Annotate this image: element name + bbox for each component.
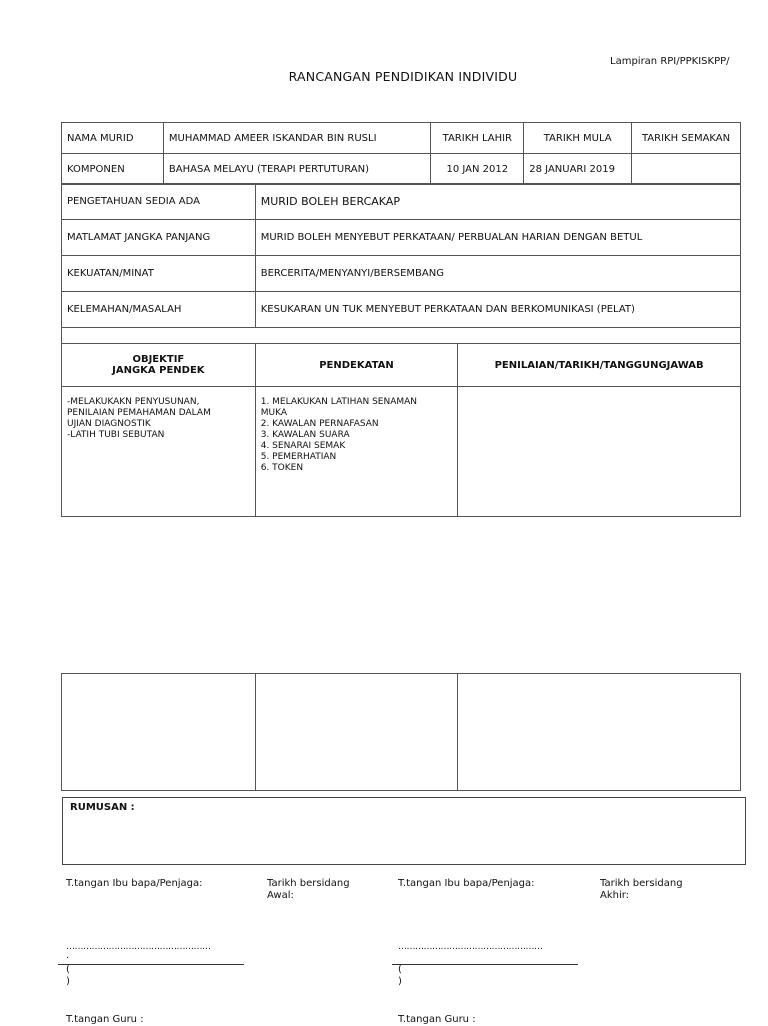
tarikh-semakan-label: TARIKH SEMAKAN (632, 123, 741, 154)
nama-murid-value: MUHAMMAD AMEER ISKANDAR BIN RUSLI (163, 123, 430, 154)
objektif-content: -MELAKUKAKN PENYUSUNAN, PENILAIAN PEMAHAMAN DALAM UJIAN DIAGNOSTIK -LATIH TUBI SEBUTAN (62, 387, 256, 517)
table-row (62, 674, 741, 791)
tarikh-bersidang-akhir: Tarikh bersidang Akhir: (600, 878, 683, 901)
tarikh-mula-label: TARIKH MULA (524, 123, 632, 154)
guru-signature-label-right: T.tangan Guru : (398, 1014, 476, 1025)
dot-left: . (66, 950, 70, 961)
nama-murid-label: NAMA MURID (62, 123, 164, 154)
table-row (62, 123, 741, 154)
parent-signature-label-left: T.tangan Ibu bapa/Penjaga: (66, 878, 203, 889)
kekuatan-value: BERCERITA/MENYANYI/BERSEMBANG (255, 256, 740, 292)
pendekatan-header: PENDEKATAN (255, 344, 458, 387)
signature-line-left (58, 964, 244, 965)
rumusan-label: RUMUSAN : (70, 802, 135, 813)
tarikh-lahir-value: 10 JAN 2012 (431, 154, 524, 185)
kelemahan-value: KESUKARAN UN TUK MENYEBUT PERKATAAN DAN BERKOMUNIKASI (PELAT) (255, 292, 740, 328)
signature-dots-right: …………………………………………… (398, 942, 543, 952)
table-row (62, 184, 741, 220)
document-reference: Lampiran RPI/PPKISKPP/ (610, 56, 730, 67)
page-title: RANCANGAN PENDIDIKAN INDIVIDU (288, 69, 518, 84)
open-paren-left: ( (66, 964, 70, 975)
kelemahan-label: KELEMAHAN/MASALAH (62, 292, 256, 328)
pengetahuan-label: PENGETAHUAN SEDIA ADA (62, 184, 256, 220)
student-info-table (61, 122, 741, 185)
table-header-row (62, 344, 741, 387)
plan-table (61, 183, 741, 517)
table-row (62, 154, 741, 185)
table-row (62, 387, 741, 517)
kekuatan-label: KEKUATAN/MINAT (62, 256, 256, 292)
rumusan-box (62, 797, 746, 865)
pendekatan-content: 1. MELAKUKAN LATIHAN SENAMAN MUKA 2. KAWALAN PERNAFASAN 3. KAWALAN SUARA 4. SENARAI SEMAK 5. PEMERHATIAN 6. TOKEN (255, 387, 458, 517)
close-paren-right: ) (398, 976, 402, 987)
table-row (62, 292, 741, 328)
table-row (62, 328, 741, 344)
tarikh-semakan-value (632, 154, 741, 185)
objektif-header: OBJEKTIF JANGKA PENDEK (62, 344, 256, 387)
table-row (62, 256, 741, 292)
penilaian-header: PENILAIAN/TARIKH/TANGGUNGJAWAB (458, 344, 741, 387)
signature-dots-left: …………………………………………… (66, 942, 211, 952)
komponen-value: BAHASA MELAYU (TERAPI PERTUTURAN) (163, 154, 430, 185)
continuation-table (61, 673, 741, 791)
signature-line-right (392, 964, 578, 965)
matlamat-value: MURID BOLEH MENYEBUT PERKATAAN/ PERBUALAN HARIAN DENGAN BETUL (255, 220, 740, 256)
close-paren-left: ) (66, 976, 70, 987)
komponen-label: KOMPONEN (62, 154, 164, 185)
matlamat-label: MATLAMAT JANGKA PANJANG (62, 220, 256, 256)
penilaian-content (458, 387, 741, 517)
guru-signature-label-left: T.tangan Guru : (66, 1014, 144, 1025)
tarikh-bersidang-awal: Tarikh bersidang Awal: (267, 878, 350, 901)
parent-signature-label-right: T.tangan Ibu bapa/Penjaga: (398, 878, 535, 889)
open-paren-right: ( (398, 964, 402, 975)
pengetahuan-value: MURID BOLEH BERCAKAP (255, 184, 740, 220)
table-row (62, 220, 741, 256)
tarikh-lahir-label: TARIKH LAHIR (431, 123, 524, 154)
tarikh-mula-value: 28 JANUARI 2019 (524, 154, 632, 185)
